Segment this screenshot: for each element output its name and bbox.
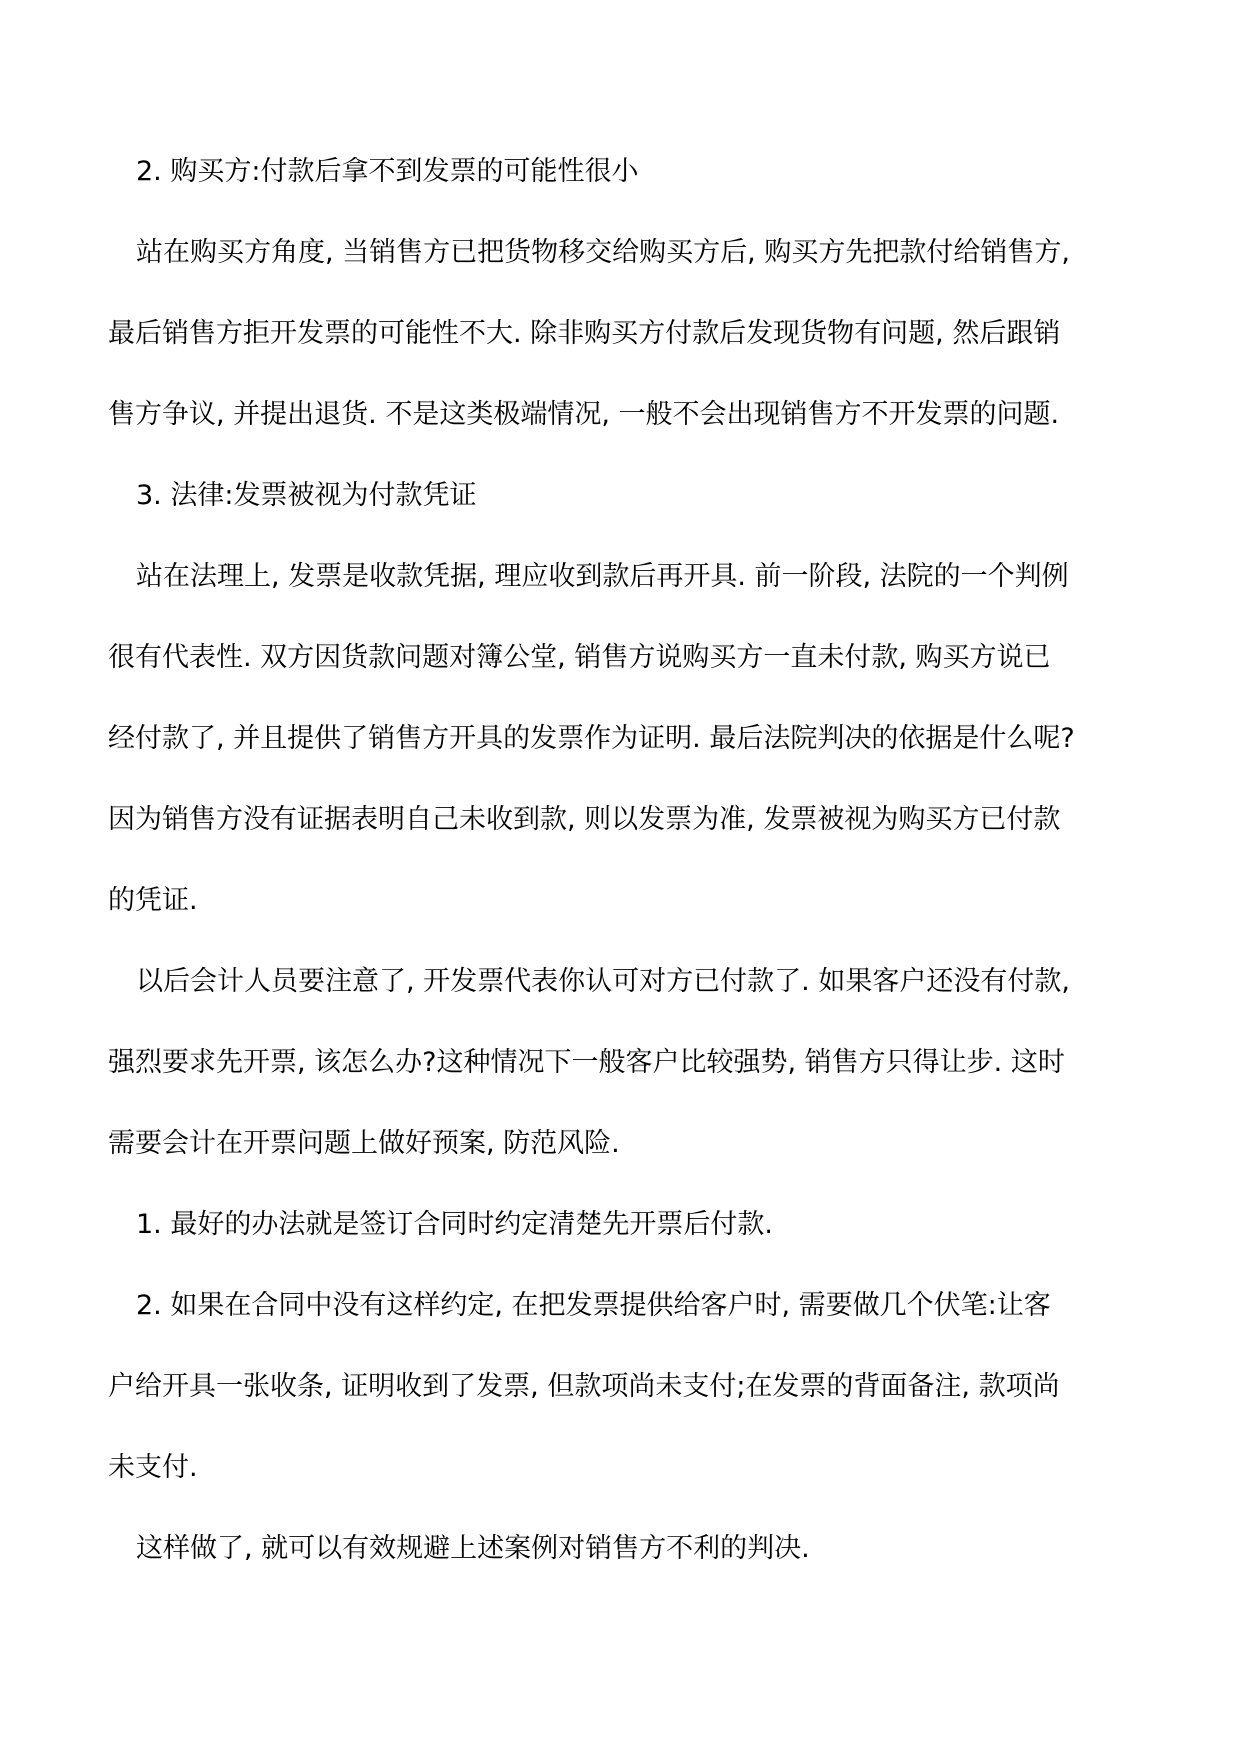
paragraph-line: 未支付. — [108, 1452, 198, 1483]
paragraph-line: 的凭证. — [108, 885, 198, 916]
paragraph-line: 强烈要求先开票, 该怎么办?这种情况下一般客户比较强势, 销售方只得让步. 这时 — [108, 1047, 1065, 1078]
paragraph-line: 最后销售方拒开发票的可能性不大. 除非购买方付款后发现货物有问题, 然后跟销 — [108, 318, 1061, 349]
paragraph-line: 这样做了, 就可以有效规避上述案例对销售方不利的判决. — [136, 1533, 810, 1564]
list-item-1: 1. 最好的办法就是签订合同时约定清楚先开票后付款. — [136, 1209, 773, 1240]
paragraph-line: 售方争议, 并提出退货. 不是这类极端情况, 一般不会出现销售方不开发票的问题. — [108, 399, 1060, 430]
heading-buyer: 2. 购买方:付款后拿不到发票的可能性很小 — [136, 156, 639, 187]
paragraph-line: 站在法理上, 发票是收款凭据, 理应收到款后再开具. 前一阶段, 法院的一个判例 — [136, 561, 1069, 592]
heading-law: 3. 法律:发票被视为付款凭证 — [136, 480, 477, 511]
paragraph-line: 以后会计人员要注意了, 开发票代表你认可对方已付款了. 如果客户还没有付款, — [136, 966, 1070, 997]
paragraph-line: 需要会计在开票问题上做好预案, 防范风险. — [108, 1128, 620, 1159]
paragraph-line: 经付款了, 并且提供了销售方开具的发票作为证明. 最后法院判决的依据是什么呢? — [108, 723, 1075, 754]
paragraph-line: 很有代表性. 双方因货款问题对簿公堂, 销售方说购买方一直未付款, 购买方说已 — [108, 642, 1051, 673]
paragraph-line: 因为销售方没有证据表明自己未收到款, 则以发票为准, 发票被视为购买方已付款 — [108, 804, 1061, 835]
list-item-2: 2. 如果在合同中没有这样约定, 在把发票提供给客户时, 需要做几个伏笔:让客 — [136, 1290, 1051, 1321]
paragraph-line: 户给开具一张收条, 证明收到了发票, 但款项尚未支付;在发票的背面备注, 款项尚 — [108, 1371, 1060, 1402]
paragraph-line: 站在购买方角度, 当销售方已把货物移交给购买方后, 购买方先把款付给销售方, — [136, 237, 1070, 268]
